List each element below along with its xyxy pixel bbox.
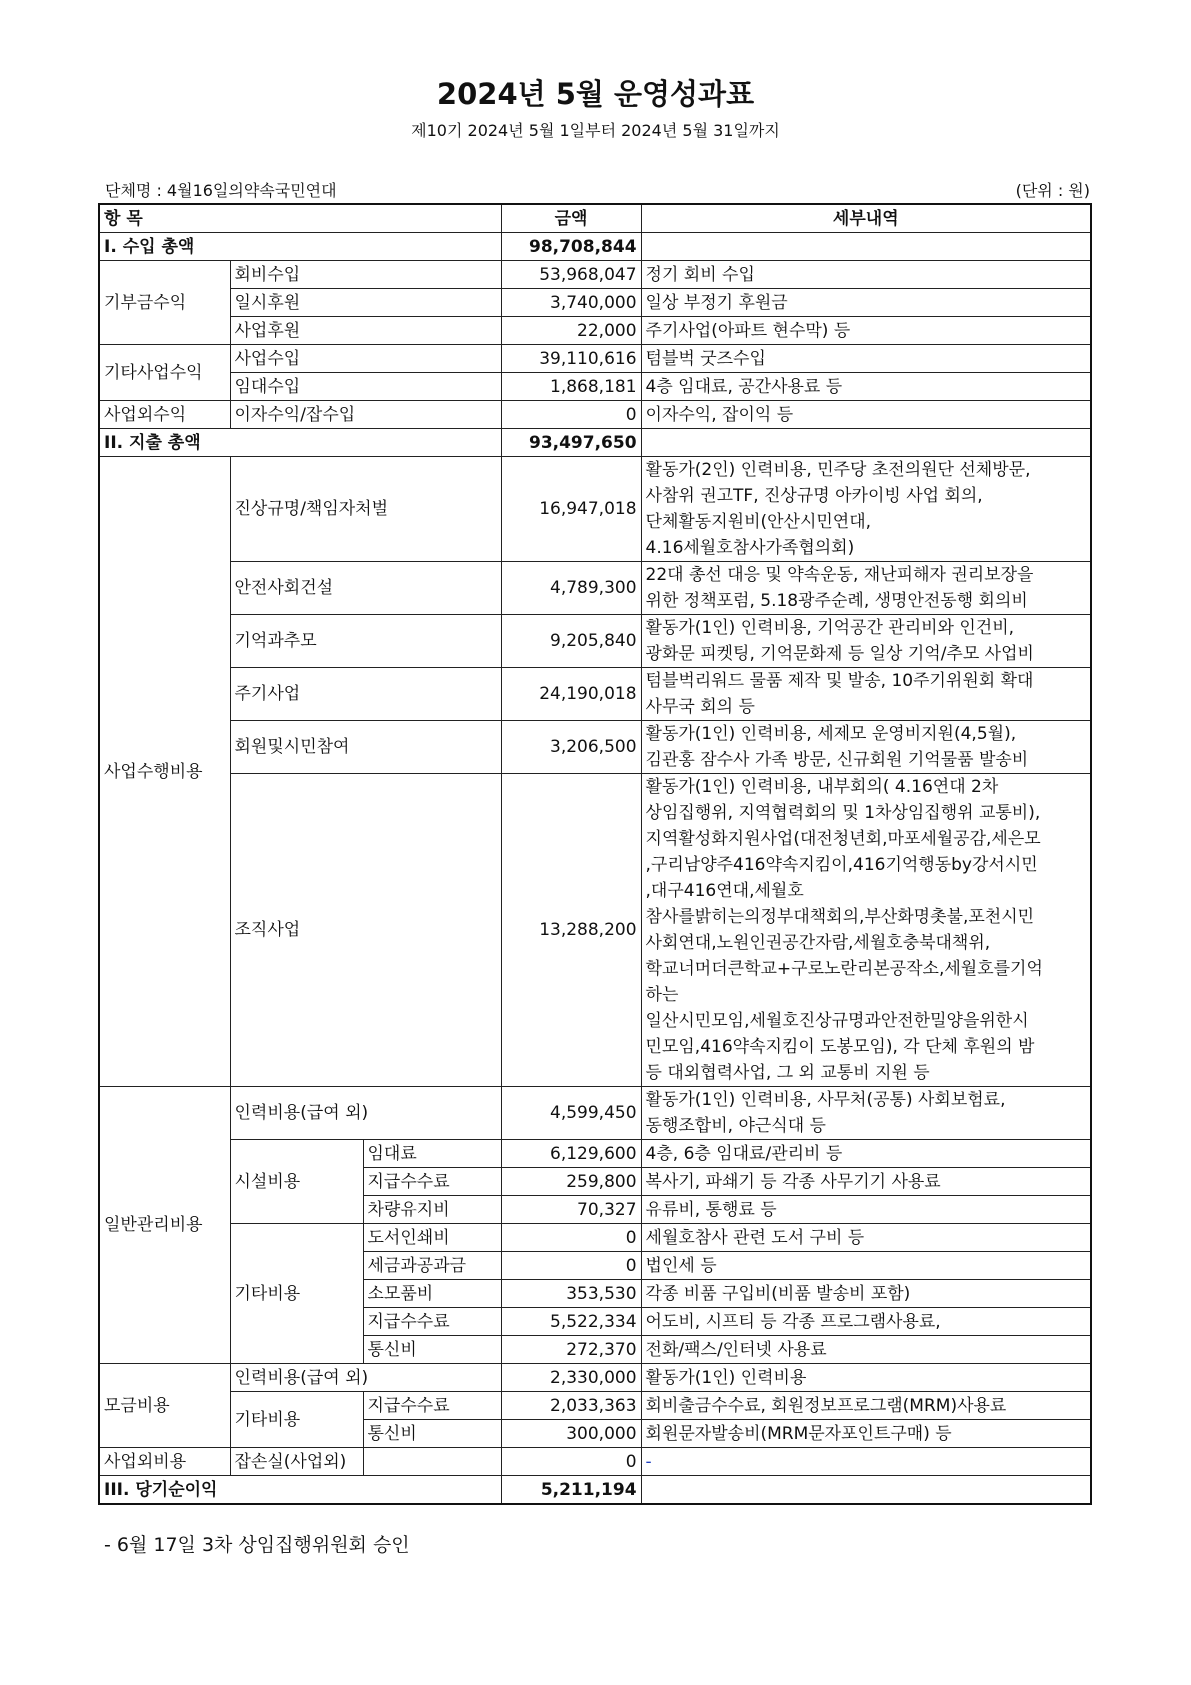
row-item: 소모품비 — [363, 1280, 501, 1308]
row-amount: 3,740,000 — [501, 289, 641, 317]
row-amount: 53,968,047 — [501, 261, 641, 289]
table-row — [99, 1224, 1091, 1252]
row-item: 잡손실(사업외) — [230, 1448, 363, 1476]
row-amount: 2,330,000 — [501, 1364, 641, 1392]
row-detail: 활동가(1인) 인력비용, 사무처(공통) 사회보험료, 동행조합비, 야근식대 등 — [641, 1087, 1091, 1140]
row-amount: 4,789,300 — [501, 562, 641, 615]
row-detail: 복사기, 파쇄기 등 각종 사무기기 사용료 — [641, 1168, 1091, 1196]
row-item: 진상규명/책임자처벌 — [230, 457, 501, 562]
row-item-empty — [363, 1448, 501, 1476]
row-detail: 텀블벅리워드 물품 제작 및 발송, 10주기위원회 확대 사무국 회의 등 — [641, 668, 1091, 721]
row-item: 주기사업 — [230, 668, 501, 721]
row-amount: 1,868,181 — [501, 373, 641, 401]
row-detail: 활동가(1인) 인력비용 — [641, 1364, 1091, 1392]
row-detail: 이자수익, 잡이익 등 — [641, 401, 1091, 429]
row-detail: 회원문자발송비(MRM문자포인트구매) 등 — [641, 1420, 1091, 1448]
other-business-income-label: 기타사업수익 — [99, 345, 230, 401]
table-row — [99, 721, 1091, 774]
row-amount: 353,530 — [501, 1280, 641, 1308]
table-row — [99, 345, 1091, 373]
row-item: 통신비 — [363, 1420, 501, 1448]
row-item: 인력비용(급여 외) — [230, 1087, 501, 1140]
row-item: 인력비용(급여 외) — [230, 1364, 501, 1392]
row-item: 통신비 — [363, 1336, 501, 1364]
table-row — [99, 668, 1091, 721]
row-amount: 6,129,600 — [501, 1140, 641, 1168]
row-detail: 4층, 6층 임대료/관리비 등 — [641, 1140, 1091, 1168]
period-subtitle: 제10기 2024년 5월 1일부터 2024년 5월 31일까지 — [411, 121, 780, 140]
row-item: 회비수입 — [230, 261, 501, 289]
facility-expense-label: 시설비용 — [230, 1140, 363, 1224]
row-item: 도서인쇄비 — [363, 1224, 501, 1252]
table-row — [99, 261, 1091, 289]
admin-expense-label: 일반관리비용 — [99, 1087, 230, 1364]
row-detail: 활동가(2인) 인력비용, 민주당 초전의원단 선체방문, 사참위 권고TF, 진상규명 아카이빙 사업 회의, 단체활동지원비(안산시민연대, 4.16세월호참사가족협의회) — [641, 457, 1091, 562]
table-row — [99, 1392, 1091, 1420]
net-income-amount: 5,211,194 — [501, 1476, 641, 1505]
row-amount: 0 — [501, 1252, 641, 1280]
net-income-detail — [641, 1476, 1091, 1505]
row-detail: 법인세 등 — [641, 1252, 1091, 1280]
row-detail: 어도비, 시프티 등 각종 프로그램사용료, — [641, 1308, 1091, 1336]
row-detail: 일상 부정기 후원금 — [641, 289, 1091, 317]
table-row — [99, 1448, 1091, 1476]
other-admin-expense-label: 기타비용 — [230, 1224, 363, 1364]
table-row — [99, 1087, 1091, 1140]
row-item: 기억과추모 — [230, 615, 501, 668]
row-amount: 22,000 — [501, 317, 641, 345]
row-detail: 정기 회비 수입 — [641, 261, 1091, 289]
row-amount: 272,370 — [501, 1336, 641, 1364]
row-item: 지급수수료 — [363, 1168, 501, 1196]
unit-label: (단위 : 원) — [1015, 181, 1090, 200]
row-item: 차량유지비 — [363, 1196, 501, 1224]
expense-total-row — [99, 429, 1091, 457]
row-detail: 활동가(1인) 인력비용, 기억공간 관리비와 인건비, 광화문 피켓팅, 기억문화제 등 일상 기억/추모 사업비 — [641, 615, 1091, 668]
row-amount: 39,110,616 — [501, 345, 641, 373]
row-item: 안전사회건설 — [230, 562, 501, 615]
expense-total-amount: 93,497,650 — [501, 429, 641, 457]
row-amount: 300,000 — [501, 1420, 641, 1448]
row-item: 사업후원 — [230, 317, 501, 345]
table-row — [99, 373, 1091, 401]
row-item: 일시후원 — [230, 289, 501, 317]
income-total-label: I. 수입 총액 — [99, 233, 501, 261]
row-detail: 유류비, 통행료 등 — [641, 1196, 1091, 1224]
table-row — [99, 401, 1091, 429]
row-detail: 각종 비품 구입비(비품 발송비 포함) — [641, 1280, 1091, 1308]
row-amount: 0 — [501, 1448, 641, 1476]
row-item: 임대수입 — [230, 373, 501, 401]
row-item: 사업수입 — [230, 345, 501, 373]
row-amount: 4,599,450 — [501, 1087, 641, 1140]
table-row — [99, 1140, 1091, 1168]
row-amount: 70,327 — [501, 1196, 641, 1224]
row-amount: 24,190,018 — [501, 668, 641, 721]
row-detail: 활동가(1인) 인력비용, 내부회의( 4.16연대 2차 상임집행위, 지역협력회의 및 1차상임집행위 교통비), 지역활성화지원사업(대전청년회,마포세월공감,세은모 ,구리남양주416약속지킴이,416기억행동by강서시민 ,대구416연대,세월호 참사를밝히는의정부대책회의,부산화명촛불,포천시민 사회연대,노원인권공간자람,세월호충북대책위, 학교너머더큰학교+구로노란리본공작소,세월호를기억 하는 일산시민모임,세월호진상규명과안전한밀양을위한시 민모임,416약속지킴이 도봉모임), 각 단체 후원의 밤 등 대외협력사업, 그 외 교통비 지원 등 — [641, 774, 1091, 1087]
income-total-row — [99, 233, 1091, 261]
row-detail: 22대 총선 대응 및 약속운동, 재난피해자 권리보장을 위한 정책포럼, 5.18광주순례, 생명안전동행 회의비 — [641, 562, 1091, 615]
row-amount: 9,205,840 — [501, 615, 641, 668]
row-detail: 텀블벅 굿즈수입 — [641, 345, 1091, 373]
non-business-expense-label: 사업외비용 — [99, 1448, 230, 1476]
table-row — [99, 1364, 1091, 1392]
row-amount: 5,522,334 — [501, 1308, 641, 1336]
organization-name: 단체명 : 4월16일의약속국민연대 — [105, 181, 337, 200]
row-detail: 세월호참사 관련 도서 구비 등 — [641, 1224, 1091, 1252]
header-detail: 세부내역 — [641, 204, 1091, 233]
row-amount: 13,288,200 — [501, 774, 641, 1087]
operating-results-table — [98, 203, 1092, 1505]
fundraising-expense-label: 모금비용 — [99, 1364, 230, 1448]
row-detail: 전화/팩스/인터넷 사용료 — [641, 1336, 1091, 1364]
table-header-row — [99, 204, 1091, 233]
net-income-label: III. 당기순이익 — [99, 1476, 501, 1505]
non-business-income-label: 사업외수익 — [99, 401, 230, 429]
row-detail: - — [641, 1448, 1091, 1476]
row-amount: 0 — [501, 401, 641, 429]
table-row — [99, 562, 1091, 615]
row-detail: 회비출금수수료, 회원정보프로그램(MRM)사용료 — [641, 1392, 1091, 1420]
row-item: 회원및시민참여 — [230, 721, 501, 774]
business-expense-label: 사업수행비용 — [99, 457, 230, 1087]
row-item: 지급수수료 — [363, 1308, 501, 1336]
row-amount: 3,206,500 — [501, 721, 641, 774]
table-row — [99, 615, 1091, 668]
row-amount: 0 — [501, 1224, 641, 1252]
table-row — [99, 317, 1091, 345]
table-row — [99, 289, 1091, 317]
row-item: 임대료 — [363, 1140, 501, 1168]
donation-income-label: 기부금수익 — [99, 261, 230, 345]
header-item: 항 목 — [99, 204, 501, 233]
row-item: 이자수익/잡수입 — [230, 401, 501, 429]
expense-total-label: II. 지출 총액 — [99, 429, 501, 457]
net-income-row — [99, 1476, 1091, 1505]
approval-footnote: - 6월 17일 3차 상임집행위원회 승인 — [104, 1534, 410, 1556]
row-detail: 4층 임대료, 공간사용료 등 — [641, 373, 1091, 401]
income-total-amount: 98,708,844 — [501, 233, 641, 261]
income-total-detail — [641, 233, 1091, 261]
row-amount: 2,033,363 — [501, 1392, 641, 1420]
other-fundraising-expense-label: 기타비용 — [230, 1392, 363, 1448]
header-amount: 금액 — [501, 204, 641, 233]
row-detail: 활동가(1인) 인력비용, 세제모 운영비지원(4,5월), 김관홍 잠수사 가족 방문, 신규회원 기억물품 발송비 — [641, 721, 1091, 774]
table-row — [99, 774, 1091, 1087]
row-amount: 259,800 — [501, 1168, 641, 1196]
expense-total-detail — [641, 429, 1091, 457]
row-amount: 16,947,018 — [501, 457, 641, 562]
table-row — [99, 457, 1091, 562]
row-item: 지급수수료 — [363, 1392, 501, 1420]
row-item: 조직사업 — [230, 774, 501, 1087]
row-detail: 주기사업(아파트 현수막) 등 — [641, 317, 1091, 345]
row-item: 세금과공과금 — [363, 1252, 501, 1280]
page-title: 2024년 5월 운영성과표 — [436, 77, 755, 111]
